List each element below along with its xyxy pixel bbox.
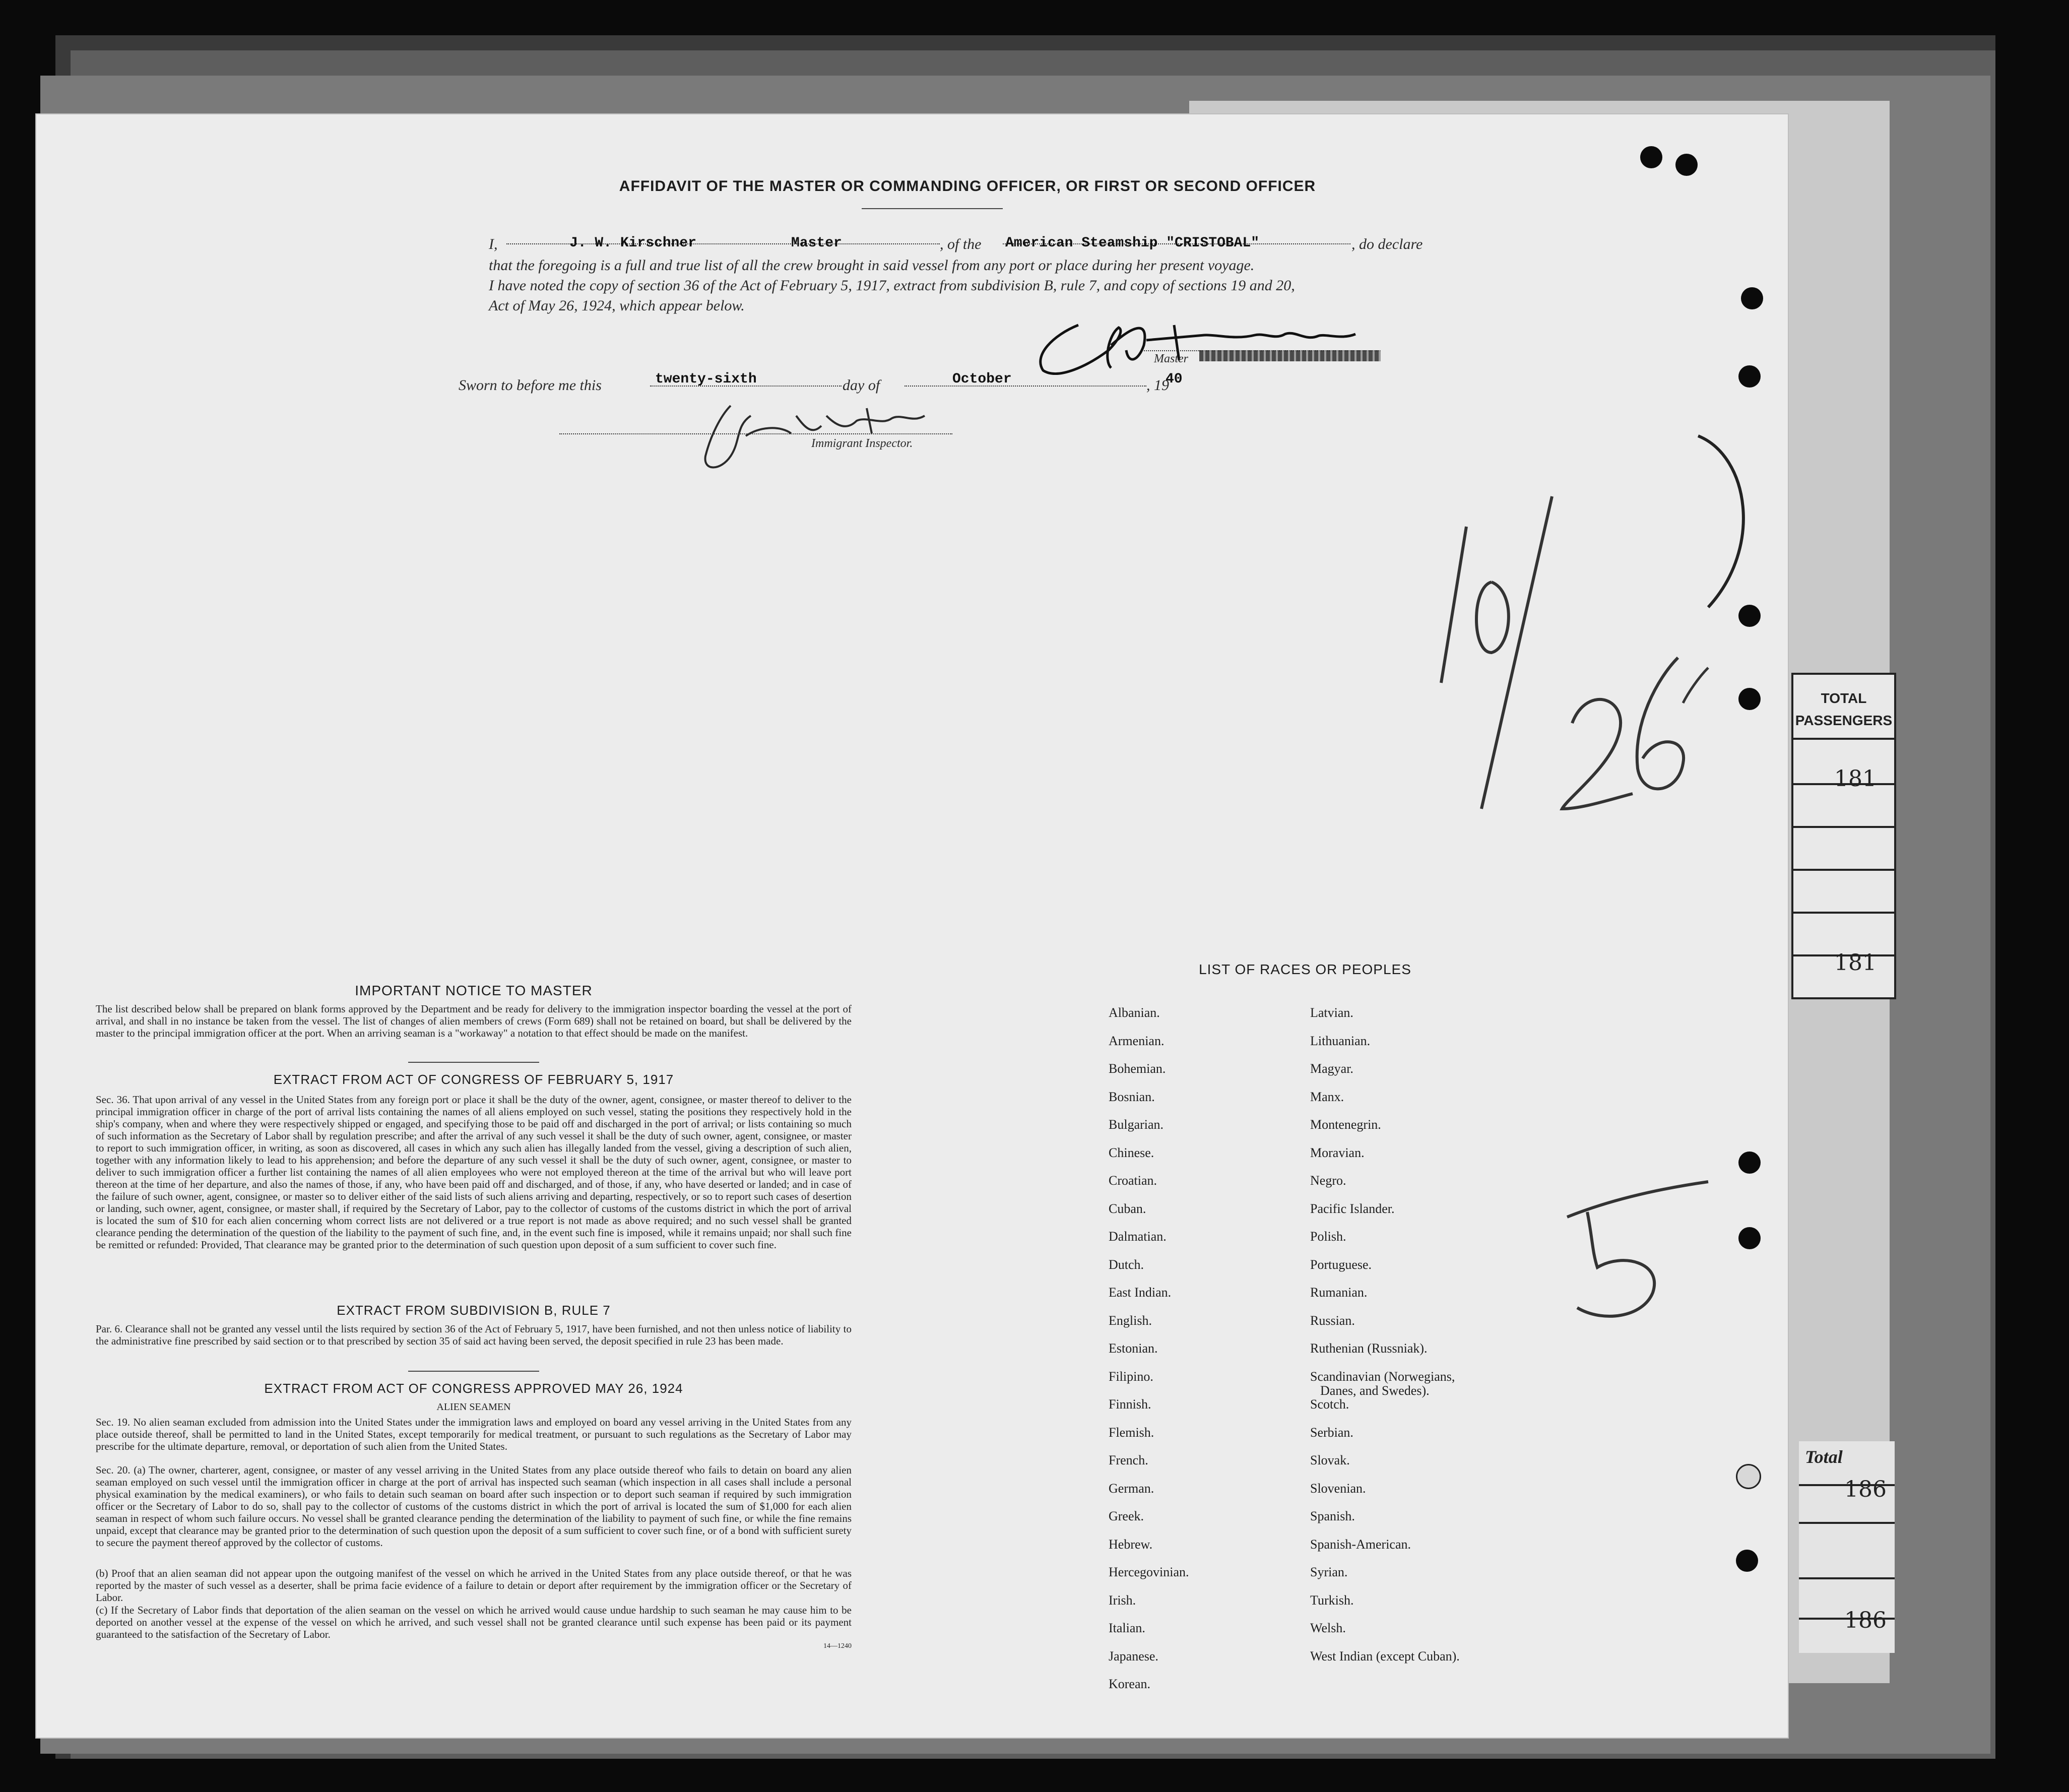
race-item: Dutch. (1109, 1257, 1144, 1272)
punch-hole (1738, 1227, 1761, 1249)
race-item: Ruthenian (Russniak). (1310, 1341, 1428, 1356)
punch-hole (1736, 1464, 1761, 1489)
race-item: Japanese. (1109, 1648, 1158, 1663)
vessel-name: American Steamship "CRISTOBAL" (1005, 235, 1260, 251)
form-code: 14—1240 (823, 1642, 852, 1650)
divider (408, 1062, 539, 1063)
race-item: Irish. (1109, 1592, 1136, 1608)
race-item: Flemish. (1109, 1425, 1154, 1440)
race-item: French. (1109, 1453, 1148, 1467)
crossed-out-text (1199, 350, 1381, 361)
table-rule (1793, 738, 1894, 740)
section-20a: Sec. 20. (a) The owner, charterer, agent, consignee, or master of any vessel arriving in the United States from any place outside thereof who fails to detain on board any alien seaman employed on such vessel until the immigration officer in charge at the port of arrival has inspected such seaman (which inspection in all cases shall include a personal physical examination by the medical examiners), or who fails to detain such seaman on board after such inspection or to deport such seaman if required by such immigration officer or the Secretary of Labor to do so, shall pay to the collector of customs of the customs district in which the port of arrival is located the sum of $1,000 for each alien seaman in respect of whom such failure occurs. No vessel shall be granted clearance pending the determination of the liability to payment of such fine, or while the fine remains unpaid, except that clearance may be granted prior to the determination of such question upon the deposit of a sum sufficient to cover such fine, or of a bond with sufficient surety to secure the payment thereof approved by the collector of customs. (96, 1464, 852, 1549)
race-item: Lithuanian. (1310, 1033, 1371, 1048)
extract-1917-body: Sec. 36. That upon arrival of any vessel in the United States from any foreign port or place it shall be the duty of the owner, agent, consignee, or master thereof to deliver to the principal immigration officer in charge of the port of arrival lists containing the names of all aliens employed on such vessel, stating the positions they respectively hold in the ship's company, when and where they were respectively shipped or engaged, and specifying those to be paid off and discharged in the port of arrival; or lists containing so much of such information as the Secretary of Labor shall by regulation prescribe; and after the arrival of any such vessel it shall be the duty of such owner, agent, consignee, or master to report to such immigration officer, in writing, as soon as discovered, all cases in which any such alien has illegally landed from the vessel, giving a description of such alien, together with any information likely to lead to his apprehension; and before the departure of any such vessel it shall be the duty of such owner, agent, consignee, or master to deliver to such immigration officer a further list containing the names of all alien employees who were not employed thereon at the time of the arrival but who will leave port thereon at the time of her departure, and also the names of those, if any, who have been paid off and discharged, and of those, if any, who have deserted or landed; and in case of the failure of such owner, agent, consignee, or master so to deliver either of the said lists of such aliens arriving and departing, respectively, or so to report such cases of desertion or landing, such owner, agent, consignee, or master shall, if required by the Secretary of Labor, pay to the collector of customs of the customs district in which the port of arrival is located the sum of $10 for each alien concerning whom correct lists are not delivered or a true report is not made as above required; and no such vessel shall be granted clearance pending the determination of the question of the liability to the payment of such fine, and, in the event such fine is imposed, while it remains unpaid; nor shall such fine be remitted or refunded: Provided, That clearance may be granted prior to the determination of such question upon deposit of a sum sufficient to cover such fine. (96, 1094, 852, 1251)
extract-1924-title: EXTRACT FROM ACT OF CONGRESS APPROVED MAY 26, 1924 (264, 1381, 683, 1396)
fill-line (904, 386, 1146, 387)
do-declare-text: , do declare (1351, 236, 1423, 252)
race-item: Spanish. (1310, 1509, 1355, 1523)
race-item: Rumanian. (1310, 1285, 1368, 1300)
punch-hole (1738, 1151, 1761, 1174)
affidavit-page (35, 113, 1789, 1739)
race-item: Hercegovinian. (1109, 1565, 1189, 1579)
table-rule (1793, 826, 1894, 828)
race-item: Portuguese. (1310, 1257, 1372, 1272)
race-item: Negro. (1310, 1173, 1346, 1188)
race-item: Cuban. (1109, 1201, 1146, 1216)
race-item: Spanish-American. (1310, 1537, 1411, 1552)
year-prefix: , 19 (1146, 377, 1169, 394)
inspector-label: Immigrant Inspector. (811, 437, 913, 450)
race-item: Serbian. (1310, 1425, 1353, 1440)
section-20c: (c) If the Secretary of Labor finds that deportation of the alien seaman on the vessel on which he arrived would cause undue hardship to such seaman he may cause him to be deported on another vessel at the expense of the vessel on which he arrived, and such vessel shall not be granted clearance until such expense has been paid or its payment guaranteed to the satisfaction of the Secretary of Labor. (96, 1604, 852, 1640)
affidavit-line-4: Act of May 26, 1924, which appear below. (489, 297, 745, 314)
punch-hole (1675, 154, 1698, 176)
race-item: Bulgarian. (1109, 1117, 1164, 1132)
divider (862, 208, 1003, 209)
affidavit-title: AFFIDAVIT OF THE MASTER OR COMMANDING OFFICER, OR FIRST OR SECOND OFFICER (619, 178, 1316, 195)
race-item: Russian. (1310, 1313, 1355, 1328)
race-item: West Indian (except Cuban). (1310, 1648, 1460, 1663)
section-20b: (b) Proof that an alien seaman did not appear upon the outgoing manifest of the vessel on which he arrived in the United States from any place outside thereof, or that he was reported by the master of such vessel as a deserter, shall be prima facie evidence of a failure to detain or deport after requirement by the immigration officer or the Secretary of Labor. (96, 1567, 852, 1604)
of-the-text: , of the (940, 236, 982, 252)
race-item: Scandinavian (Norwegians, (1310, 1369, 1455, 1384)
race-item: Latvian. (1310, 1005, 1353, 1020)
subdivision-b-title: EXTRACT FROM SUBDIVISION B, RULE 7 (337, 1303, 611, 1318)
master-label: Master (1154, 352, 1188, 365)
race-item: English. (1109, 1313, 1152, 1328)
handwritten-count (1537, 1151, 1738, 1333)
master-position: Master (791, 235, 842, 251)
race-item: Bohemian. (1109, 1061, 1166, 1076)
race-item: Turkish. (1310, 1592, 1354, 1608)
punch-hole (1738, 688, 1761, 710)
table-rule (1799, 1522, 1895, 1524)
punch-hole (1741, 287, 1763, 309)
section-19: Sec. 19. No alien seaman excluded from admission into the United States under the immigration laws and employed on board any vessel arriving in the United States from any place outside thereof, shall be permitted to land in the United States, except temporarily for medical treatment, or pursuant to such regulations as the Secretary of Labor may prescribe for the ultimate departure, removal, or deportation of such alien from the United States. (96, 1416, 852, 1452)
side-total-label: Total (1805, 1447, 1843, 1467)
race-item: Montenegrin. (1310, 1117, 1381, 1132)
race-item: Estonian. (1109, 1341, 1158, 1356)
race-item: Finnish. (1109, 1397, 1151, 1412)
sworn-prefix: Sworn to before me this (459, 377, 602, 394)
race-item: Greek. (1109, 1509, 1144, 1523)
race-item: Armenian. (1109, 1033, 1165, 1048)
race-item: Italian. (1109, 1621, 1145, 1635)
race-item: Scotch. (1310, 1397, 1349, 1412)
side-total-value: 186 (1844, 1477, 1887, 1502)
race-item: Pacific Islander. (1310, 1201, 1395, 1216)
affidavit-line-2: that the foregoing is a full and true list of all the crew brought in said vessel from any port or place during her present voyage. (489, 257, 1255, 274)
race-item: Manx. (1310, 1089, 1344, 1104)
handwritten-date (1396, 486, 1738, 940)
races-title: LIST OF RACES OR PEOPLES (1199, 962, 1411, 977)
race-item: Bosnian. (1109, 1089, 1155, 1104)
extract-1917-title: EXTRACT FROM ACT OF CONGRESS OF FEBRUARY 5, 1917 (273, 1072, 674, 1087)
master-name: J. W. Kirschner (569, 235, 697, 251)
notice-title: IMPORTANT NOTICE TO MASTER (355, 983, 593, 998)
race-item: Albanian. (1109, 1005, 1160, 1020)
race-item: Croatian. (1109, 1173, 1157, 1188)
race-item: Syrian. (1310, 1565, 1348, 1579)
pencil-mark (1688, 416, 1769, 617)
day-of-text: day of (843, 377, 880, 394)
race-item: Danes, and Swedes). (1320, 1383, 1430, 1398)
race-item: Polish. (1310, 1229, 1346, 1244)
side-value: 181 (1834, 766, 1877, 792)
race-item: East Indian. (1109, 1285, 1172, 1300)
alien-seamen-subtitle: ALIEN SEAMEN (436, 1401, 511, 1413)
punch-hole (1640, 146, 1662, 168)
race-item: Slovak. (1310, 1453, 1350, 1467)
notice-body: The list described below shall be prepared on blank forms approved by the Department and be ready for delivery to the immigration inspector boarding the vessel at the port of arrival, and shall in no instance be taken from the vessel. The list of changes of alien members of crews (Form 689) shall not be retained on board, but shall be delivered by the master to the principal immigration officer at the port. When an arriving seaman is a "workaway" a notation to that effect should be made on the manifest. (96, 1003, 852, 1039)
race-item: Slovenian. (1310, 1481, 1366, 1496)
punch-hole (1738, 365, 1761, 388)
race-item: Dalmatian. (1109, 1229, 1167, 1244)
table-rule (1799, 1577, 1895, 1579)
side-total-value: 186 (1844, 1608, 1887, 1633)
affidavit-line-3: I have noted the copy of section 36 of the Act of February 5, 1917, extract from subdivision B, rule 7, and copy of sections 19 and 20, (489, 277, 1295, 294)
divider (408, 1371, 539, 1372)
pronoun: I, (489, 236, 498, 252)
race-item: Filipino. (1109, 1369, 1153, 1384)
subdivision-b-body: Par. 6. Clearance shall not be granted any vessel until the lists required by section 36 of the Act of February 5, 1917, have been furnished, and not then unless notice of liability to the administrative fine prescribed by said section or to that prescribed by section 35 of said act having been served, the deposit specified in rule 23 has been made. (96, 1323, 852, 1347)
table-rule (1793, 869, 1894, 871)
sworn-year: 40 (1166, 371, 1183, 387)
sworn-day: twenty-sixth (655, 371, 757, 387)
race-item: Chinese. (1109, 1145, 1154, 1160)
race-item: Moravian. (1310, 1145, 1365, 1160)
race-item: Welsh. (1310, 1621, 1346, 1635)
sworn-month: October (952, 371, 1012, 387)
side-value: 181 (1834, 950, 1877, 976)
race-item: Hebrew. (1109, 1537, 1153, 1552)
table-rule (1793, 912, 1894, 914)
side-table-header: TOTAL PASSENGERS (1795, 690, 1893, 728)
race-item: German. (1109, 1481, 1154, 1496)
punch-hole (1736, 1550, 1758, 1572)
master-signature (1023, 305, 1416, 391)
race-item: Korean. (1109, 1677, 1151, 1691)
race-item: Magyar. (1310, 1061, 1353, 1076)
